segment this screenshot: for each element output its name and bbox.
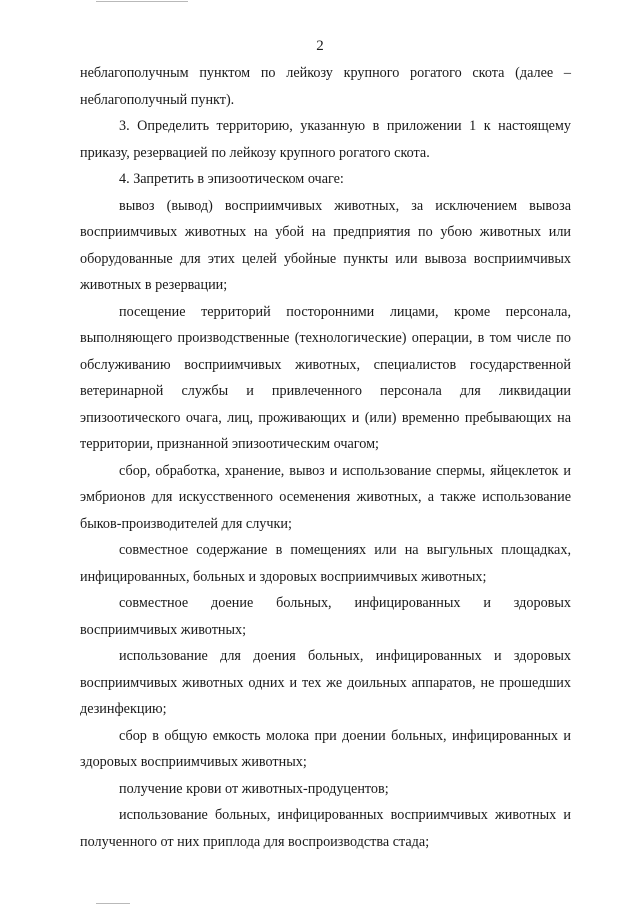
- prohibition-item: совместное доение больных, инфицированных и здоровых восприимчивых животных;: [80, 595, 571, 638]
- prohibition-item: сбор, обработка, хранение, вывоз и использование спермы, яйцеклеток и эмбрионов для искусственного осеменения животных, а также использование быков-производителей для случки;: [80, 462, 571, 532]
- scan-edge-mark-top: [96, 1, 188, 2]
- prohibition-item: сбор в общую емкость молока при доении больных, инфицированных и здоровых восприимчивых животных;: [80, 727, 571, 770]
- paragraph-item-3: 3. Определить территорию, указанную в приложении 1 к настоящему приказу, резервацией по лейкозу крупного рогатого скота.: [80, 118, 571, 161]
- prohibition-item: вывоз (вывод) восприимчивых животных, за исключением вывоза восприимчивых животных на убой на предприятия по убою животных или оборудованные для этих целей убойные пункты или вывоза восприимчивых животных в резервации;: [80, 197, 571, 293]
- prohibition-item: использование для доения больных, инфицированных и здоровых восприимчивых животных одних и тех же доильных аппаратов, не прошедших дезинфекцию;: [80, 648, 571, 717]
- paragraph-item-4: 4. Запретить в эпизоотическом очаге:: [119, 171, 344, 187]
- page-number: 2: [316, 38, 324, 54]
- prohibition-item: использование больных, инфицированных восприимчивых животных и полученного от них приплода для воспроизводства стада;: [80, 807, 571, 850]
- paragraph-continuation: неблагополучным пунктом по лейкозу крупного рогатого скота (далее – неблагополучный пункт).: [80, 65, 571, 108]
- document-body: [80, 60, 571, 855]
- prohibition-item: посещение территорий посторонними лицами, кроме персонала, выполняющего производственные (технологические) операции, в том числе по обслуживанию восприимчивых животных, специалистов государственной ветеринарной службы и привлеченного персонала для ликвидации эпизоотического очага, лиц, проживающих и (или) временно пребывающих на территории, признанной эпизоотическим очагом;: [80, 303, 571, 452]
- prohibition-item: получение крови от животных-продуцентов;: [119, 780, 389, 797]
- scan-edge-mark-bottom: [96, 903, 130, 904]
- prohibition-item: совместное содержание в помещениях или на выгульных площадках, инфицированных, больных и здоровых восприимчивых животных;: [80, 542, 571, 585]
